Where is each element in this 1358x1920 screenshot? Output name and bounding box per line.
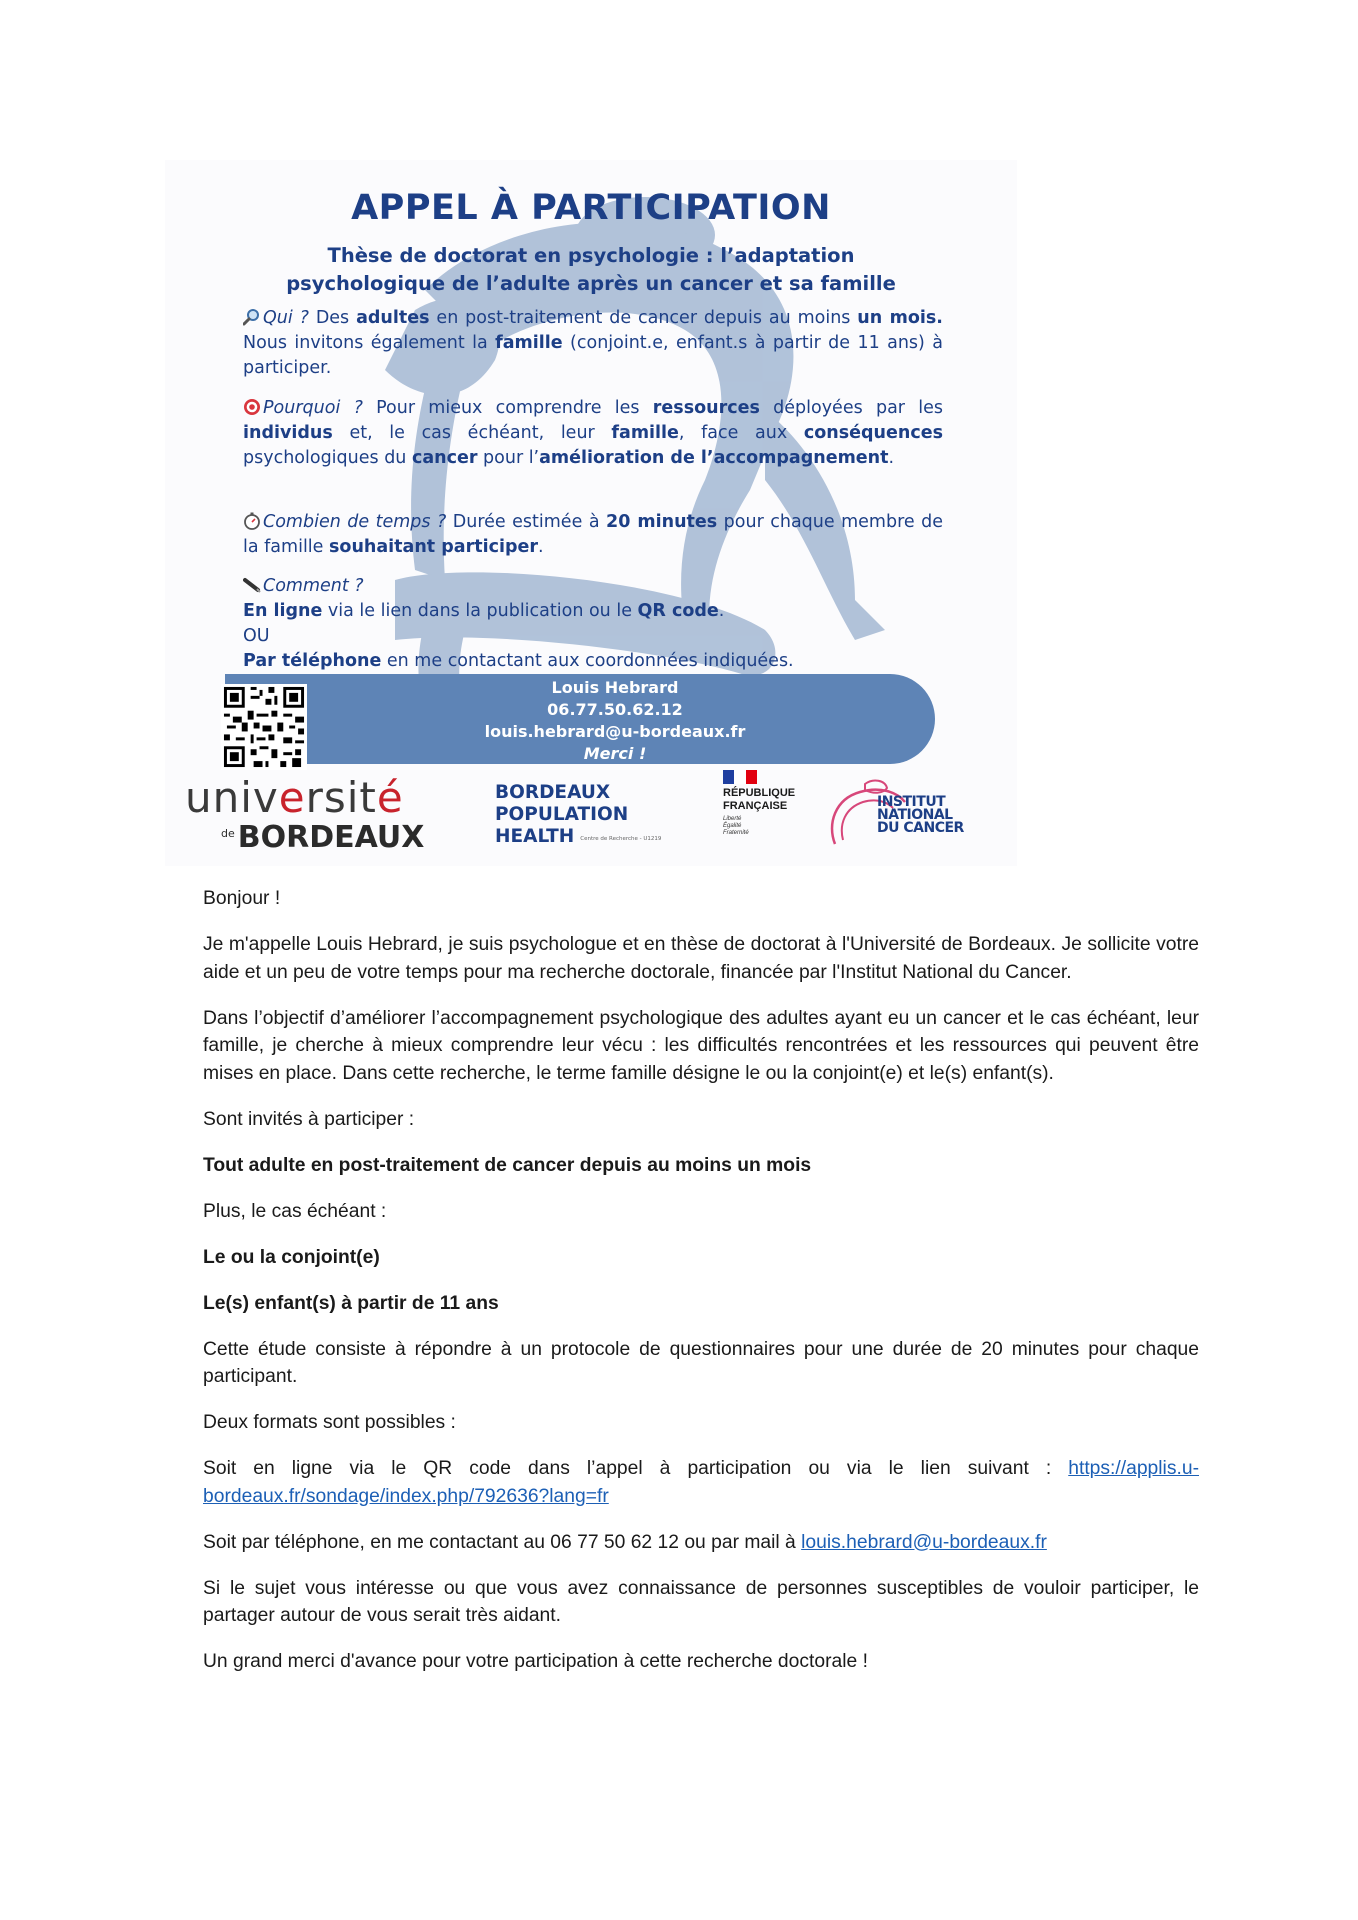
- contact-phone: 06.77.50.62.12: [547, 700, 683, 719]
- paragraph-intro: Je m'appelle Louis Hebrard, je suis psychologue et en thèse de doctorat à l'Université de Bordeaux. Je sollicite votre aide et un peu de votre temps pour ma recherche doctorale, financée par l'Institut National du Cancer.: [203, 934, 1199, 983]
- criteria-children: Le(s) enfant(s) à partir de 11 ans: [203, 1292, 499, 1314]
- partner-logos: [165, 760, 1017, 866]
- greeting: Bonjour !: [203, 888, 281, 909]
- poster-pourquoi: Pourquoi ? Pour mieux comprendre les ressources déployées par les individus et, le cas échéant, leur famille, face aux conséquences psychologiques du cancer pour l’amélioration de l’accompagnement.: [243, 398, 944, 468]
- french-flag-icon: [723, 770, 757, 784]
- pen-icon: [243, 576, 261, 594]
- poster-qui: Qui ? Des adultes en post-traitement de cancer depuis au moins un mois. Nous invitons également la famille (conjoint.e, enfant.s à partir de 11 ans) à participer.: [243, 308, 943, 378]
- poster-comment: Comment ? En ligne via le lien dans la publication ou le QR code. OU Par téléphone en me contactant aux coordonnées indiquées.: [243, 574, 943, 674]
- poster-subtitle-line2: psychologique de l’adulte après un cancer et sa famille: [286, 272, 896, 295]
- institut-national-du-cancer-logo: INSTITUT NATIONAL DU CANCER: [825, 774, 995, 854]
- criteria-partner: Le ou la conjoint(e): [203, 1246, 380, 1268]
- paragraph-plus: Plus, le cas échéant :: [203, 1200, 387, 1222]
- paragraph-formats: Deux formats sont possibles :: [203, 1412, 456, 1433]
- universite-bordeaux-logo: université $^{de}$ BORDEAUX: [185, 773, 425, 855]
- contact-email: louis.hebrard@u-bordeaux.fr: [484, 722, 746, 741]
- contact-name: Louis Hebrard: [551, 678, 679, 697]
- paragraph-objective: Dans l’objectif d’améliorer l’accompagnement psychologique des adultes ayant eu un cancer et le cas échéant, leur famille, je cherche à mieux comprendre leur vécu : les difficultés rencontrées et les ressources qui peuvent être mises en place. Dans cette recherche, le terme famille désigne le ou la conjoint(e) et le(s) enfant(s).: [203, 1007, 1199, 1084]
- republique-francaise-logo: RÉPUBLIQUE FRANÇAISE Liberté Égalité Fraternité: [723, 770, 795, 837]
- qr-code[interactable]: [221, 684, 307, 770]
- paragraph-phone: Soit par téléphone, en me contactant au 06 77 50 62 12 ou par mail à louis.hebrard@u-bordeaux.fr: [203, 1531, 1047, 1553]
- paragraph-online: Soit en ligne via le QR code dans l’appel à participation ou via le lien suivant : https://applis.u-bordeaux.fr/sondage/index.php/792636?lang=fr: [203, 1458, 1199, 1507]
- paragraph-study: Cette étude consiste à répondre à un protocole de questionnaires pour une durée de 20 minutes pour chaque participant.: [203, 1338, 1199, 1387]
- contact-merci: Merci !: [583, 744, 647, 763]
- email-link[interactable]: louis.hebrard@u-bordeaux.fr: [801, 1531, 1047, 1553]
- contact-info: [395, 677, 835, 765]
- participation-poster: [165, 160, 1017, 866]
- criteria-adult: Tout adulte en post-traitement de cancer depuis au moins un mois: [203, 1154, 812, 1176]
- paragraph-share: Si le sujet vous intéresse ou que vous avez connaissance de personnes susceptibles de vouloir participer, le partager autour de vous serait très aidant.: [203, 1577, 1199, 1626]
- target-icon: [243, 398, 261, 416]
- poster-ou: OU: [243, 626, 270, 646]
- paragraph-invited: Sont invités à participer :: [203, 1108, 415, 1130]
- poster-combien: Combien de temps ? Durée estimée à 20 minutes pour chaque membre de la famille souhaitant participer.: [243, 512, 944, 557]
- letter-body: [203, 885, 1199, 1694]
- survey-link[interactable]: https://applis.u-bordeaux.fr/sondage/index.php/792636?lang=fr: [203, 1458, 1199, 1507]
- bordeaux-population-health-logo: BORDEAUX POPULATION HEALTH Centre de Recherche - U1219: [495, 782, 662, 847]
- poster-subtitle: [205, 242, 977, 298]
- magnifier-icon: [243, 308, 261, 326]
- poster-subtitle-line1: Thèse de doctorat en psychologie : l’adaptation: [327, 244, 855, 267]
- poster-title: APPEL À PARTICIPATION: [351, 188, 831, 228]
- stopwatch-icon: [243, 512, 261, 530]
- paragraph-thanks: Un grand merci d'avance pour votre participation à cette recherche doctorale !: [203, 1651, 868, 1672]
